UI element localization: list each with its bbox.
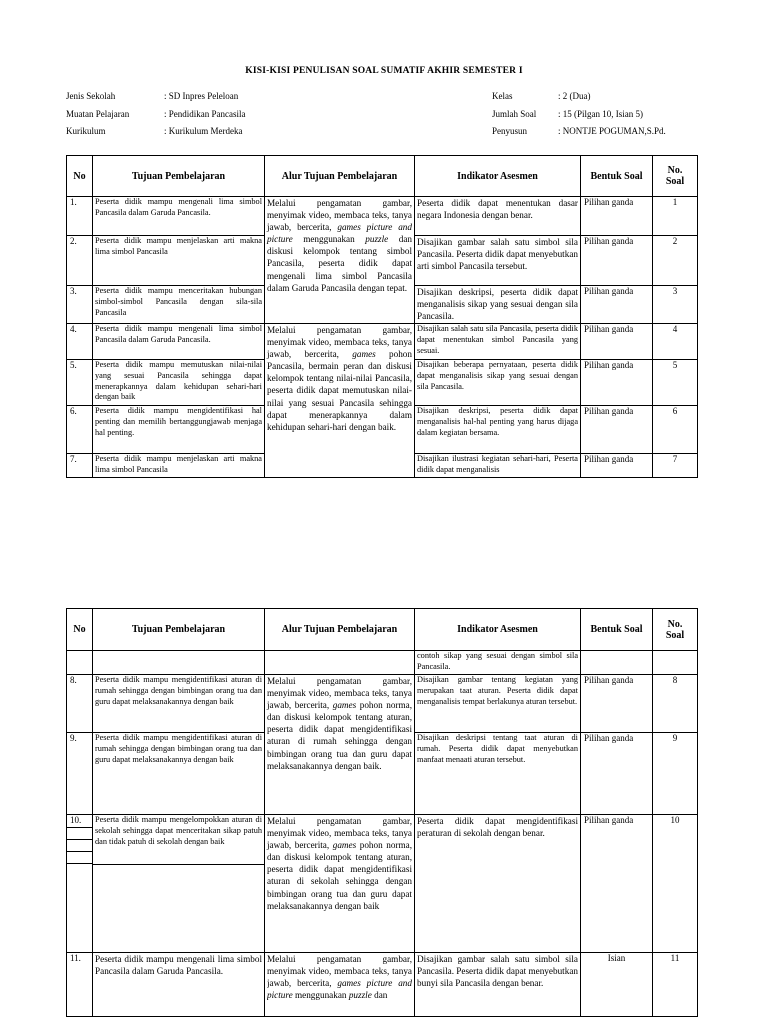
info-label: Kelas	[492, 91, 513, 101]
row-tujuan: Peserta didik mampu memutuskan nilai-nilai yang sesuai Pancasila sehingga dapat menerapkannya dalam kehidupan sehari-hari dengan baik	[93, 360, 265, 406]
row-bentuk: Pilihan ganda	[581, 675, 653, 733]
row-tujuan: Peserta didik mampu mengenali lima simbol Pancasila dalam Garuda Pancasila.	[93, 324, 265, 360]
table-row	[67, 953, 698, 1017]
col-header-nosoal-line2: Soal	[665, 629, 685, 641]
alur-text: Melalui pengamatan gambar, menyimak video, membaca teks, tanya jawab, bercerita,	[267, 198, 412, 233]
row-bentuk: Pilihan ganda	[581, 733, 653, 815]
alur-text: menggunakan	[292, 234, 366, 245]
info-row-jenis-sekolah	[66, 88, 245, 106]
info-label: Penyusun	[492, 126, 528, 136]
info-value: : 2 (Dua)	[558, 91, 591, 101]
info-value: : SD Inpres Peleloan	[164, 91, 239, 101]
alur-text: pohon Pancasila, bermain peran dan diskusi kelompok tentang nilai-nilai Pancasila, peserta didik dapat memutuskan nilai-nilai yang sesuai Pancasila sehingga dapat menerapkannya dalam kehidupan sehari-hari dengan baik.	[267, 349, 412, 432]
row-indikator: Disajikan beberapa pernyataan, peserta didik dapat menganalisis sikap yang sesuai dengan sila Pancasila.	[415, 360, 581, 406]
row-soal: 4	[653, 324, 698, 360]
row-tujuan: Peserta didik mampu menjelaskan arti makna lima simbol Pancasila	[93, 454, 265, 478]
row-indikator: Disajikan deskripsi tentang taat aturan di rumah. Peserta didik dapat menyebutkan manfaat menaati aturan tersebut.	[415, 733, 581, 815]
col-header-no: No	[67, 156, 93, 197]
alur-text-italic: puzzle	[365, 234, 389, 245]
row-divider	[67, 839, 92, 840]
row-no: 5.	[67, 360, 93, 406]
row-indikator: Disajikan gambar salah satu simbol sila Pancasila. Peserta didik dapat menyebutkan bunyi sila Pancasila dengan benar.	[415, 953, 581, 1017]
alur-text-italic: games	[352, 349, 376, 360]
row-bentuk	[581, 651, 653, 675]
info-value: : Pendidikan Pancasila	[164, 108, 246, 119]
col-header-nosoal-line1: No.	[667, 165, 683, 176]
row-tujuan: Peserta didik mampu mengenali lima simbol Pancasila dalam Garuda Pancasila.	[93, 197, 265, 236]
row-soal	[653, 651, 698, 675]
row-divider	[67, 863, 92, 864]
info-row-kelas	[492, 88, 666, 106]
info-row-penyusun	[492, 123, 666, 141]
row-divider	[67, 851, 92, 852]
row-soal: 10	[653, 815, 698, 953]
row-soal: 3	[653, 286, 698, 324]
col-header-nosoal	[653, 609, 698, 651]
col-header-alur: Alur Tujuan Pembelajaran	[265, 156, 415, 197]
info-right	[492, 88, 666, 141]
row-bentuk: Pilihan ganda	[581, 236, 653, 286]
row-tujuan: Peserta didik mampu mengidentifikasi hal penting dan memilih bertanggungjawab menjaga hal penting.	[93, 406, 265, 454]
alur-text: Melalui pengamatan gambar, menyimak video, membaca teks, tanya jawab, bercerita,	[267, 954, 412, 989]
row-indikator: Disajikan gambar salah satu simbol sila Pancasila. Peserta didik dapat menyebutkan arti simbol Pancasila tersebut.	[415, 236, 581, 286]
row-soal: 7	[653, 454, 698, 478]
alur-text: Melalui pengamatan gambar, menyimak video, membaca teks, tanya jawab, bercerita,	[267, 676, 412, 711]
row-no: 3.	[67, 286, 93, 324]
row-bentuk: Pilihan ganda	[581, 286, 653, 324]
row-bentuk: Pilihan ganda	[581, 360, 653, 406]
col-header-bentuk: Bentuk Soal	[581, 609, 653, 651]
row-indikator: Disajikan deskripsi, peserta didik dapat menganalisis hal-hal penting yang harus dijaga dalam kegiatan bersama.	[415, 406, 581, 454]
row-no: 11.	[67, 953, 93, 1017]
info-label: Kurikulum	[66, 126, 106, 136]
table-row	[67, 197, 698, 236]
info-row-muatan-pelajaran	[66, 106, 245, 124]
row-bentuk: Pilihan ganda	[581, 454, 653, 478]
row-indikator: Disajikan salah satu sila Pancasila, peserta didik dapat menentukan simbol Pancasila yang sesuai.	[415, 324, 581, 360]
row-no: 1.	[67, 197, 93, 236]
row-alur-a	[265, 197, 415, 324]
col-header-indikator: Indikator Asesmen	[415, 609, 581, 651]
row-no: 9.	[67, 733, 93, 815]
info-label: Jenis Sekolah	[66, 91, 116, 101]
kisi-table-page-2	[66, 608, 698, 1017]
row-bentuk: Pilihan ganda	[581, 406, 653, 454]
row-soal: 6	[653, 406, 698, 454]
table-row	[67, 815, 698, 953]
row-alur-11	[265, 953, 415, 1017]
alur-text-italic: games	[332, 840, 357, 851]
row-tujuan: Peserta didik mampu mengidentifikasi aturan di rumah sehingga dengan bimbingan orang tua dan guru dapat melaksanakannya dengan baik	[93, 733, 265, 815]
row-bentuk: Pilihan ganda	[581, 197, 653, 236]
row-indikator: Peserta didik dapat menentukan dasar negara Indonesia dengan benar.	[415, 197, 581, 236]
row-soal: 9	[653, 733, 698, 815]
row-bentuk: Pilihan ganda	[581, 324, 653, 360]
document-title: KISI-KISI PENULISAN SOAL SUMATIF AKHIR SEMESTER I	[245, 66, 523, 76]
col-header-tujuan: Tujuan Pembelajaran	[93, 609, 265, 651]
alur-text: pohon norma, dan diskusi kelompok tentang aturan, peserta didik dapat mengidentifikasi aturan di rumah sehingga dengan bimbingan orang tua dan guru dapat melaksanakannya dengan baik.	[267, 700, 412, 771]
info-label: Jumlah Soal	[492, 108, 537, 119]
alur-text-italic: games	[332, 700, 357, 711]
info-row-jumlah-soal	[492, 106, 666, 124]
row-no: 8.	[67, 675, 93, 733]
info-value: : 15 (Pilgan 10, Isian 5)	[558, 108, 643, 119]
row-divider	[93, 864, 264, 865]
table-row	[67, 675, 698, 733]
table-header-row	[67, 609, 698, 651]
row-bentuk: Pilihan ganda	[581, 815, 653, 953]
row-no: 4.	[67, 324, 93, 360]
table-row	[67, 324, 698, 360]
info-left	[66, 88, 245, 141]
table-row-continuation	[67, 651, 698, 675]
table-header-row	[67, 156, 698, 197]
row-tujuan-text: Peserta didik mampu mengelompokkan aturan di sekolah sehingga dapat menceritakan sikap patuh dan tidak patuh di sekolah dengan baik	[95, 815, 262, 846]
alur-text: menggunakan	[292, 990, 349, 1001]
alur-text: pohon norma, dan diskusi kelompok tentang aturan, peserta didik dapat mengidentifikasi aturan di sekolah sehingga dengan bimbingan orang tua dan guru dapat melaksanakannya dengan baik	[267, 840, 412, 911]
col-header-tujuan: Tujuan Pembelajaran	[93, 156, 265, 197]
alur-text: dan diskusi kelompok tentang simbol Pancasila, peserta didik dapat mengenali lima simbol Pancasila dalam Garuda Pancasila dengan tepat.	[267, 234, 412, 293]
row-no: 2.	[67, 236, 93, 286]
alur-text-italic: puzzle	[348, 990, 372, 1001]
row-tujuan	[93, 815, 265, 953]
kisi-table-page-1	[66, 155, 698, 478]
info-value: : Kurikulum Merdeka	[164, 126, 243, 136]
info-label: Muatan Pelajaran	[66, 108, 130, 119]
row-no: 6.	[67, 406, 93, 454]
alur-text: dan	[371, 990, 388, 1001]
row-soal: 2	[653, 236, 698, 286]
row-indikator: Disajikan gambar tentang kegiatan yang merupakan taat aturan. Peserta didik dapat menganalisis tempat berlakunya aturan tersebut.	[415, 675, 581, 733]
col-header-nosoal-line1: No.	[667, 618, 683, 630]
row-no: 7.	[67, 454, 93, 478]
col-header-alur: Alur Tujuan Pembelajaran	[265, 609, 415, 651]
row-indikator: Peserta didik dapat mengidentifikasi peraturan di sekolah dengan benar.	[415, 815, 581, 953]
row-soal: 1	[653, 197, 698, 236]
col-header-nosoal	[653, 156, 698, 197]
row-indikator: Disajikan deskripsi, peserta didik dapat menganalisis sikap yang sesuai dengan sila Pancasila.	[415, 286, 581, 324]
row-tujuan	[93, 651, 265, 675]
row-alur-8-9	[265, 675, 415, 815]
info-row-kurikulum	[66, 123, 245, 141]
alur-text-italic: games picture and picture	[267, 978, 412, 1001]
col-header-no: No	[67, 609, 93, 651]
row-alur-b	[265, 324, 415, 478]
row-alur-10	[265, 815, 415, 953]
col-header-indikator: Indikator Asesmen	[415, 156, 581, 197]
row-soal: 5	[653, 360, 698, 406]
row-bentuk: Isian	[581, 953, 653, 1017]
row-alur	[265, 651, 415, 675]
row-indikator-continuation: contoh sikap yang sesuai dengan simbol sila Pancasila.	[415, 651, 581, 675]
row-no	[67, 815, 93, 953]
row-tujuan: Peserta didik mampu menceritakan hubungan simbol-simbol Pancasila dengan sila-sila Pancasila	[93, 286, 265, 324]
alur-text: Melalui pengamatan gambar, menyimak video, membaca teks, tanya jawab, bercerita,	[267, 816, 412, 851]
row-tujuan: Peserta didik mampu mengidentifikasi aturan di rumah sehingga dengan bimbingan orang tua dan guru dapat melaksanakannya dengan baik	[93, 675, 265, 733]
info-value: : NONTJE POGUMAN,S.Pd.	[558, 126, 666, 136]
row-tujuan: Peserta didik mampu menjelaskan arti makna lima simbol Pancasila	[93, 236, 265, 286]
row-tujuan: Peserta didik mampu mengenali lima simbol Pancasila dalam Garuda Pancasila.	[93, 953, 265, 1017]
col-header-nosoal-line2: Soal	[665, 176, 685, 187]
alur-text-italic: games picture and picture	[267, 222, 412, 245]
row-no	[67, 651, 93, 675]
row-alur-11-text	[267, 953, 412, 1015]
row-no-text: 10.	[70, 815, 82, 825]
row-indikator	[415, 454, 581, 478]
row-divider	[67, 827, 92, 828]
row-soal: 8	[653, 675, 698, 733]
alur-text: Melalui pengamatan gambar, menyimak video, membaca teks, tanya jawab, bercerita,	[267, 325, 412, 360]
col-header-bentuk: Bentuk Soal	[581, 156, 653, 197]
row-soal: 11	[653, 953, 698, 1017]
row-indikator-text: Disajikan ilustrasi kegiatan sehari-hari, Peserta didik dapat menganalisis	[417, 454, 578, 474]
